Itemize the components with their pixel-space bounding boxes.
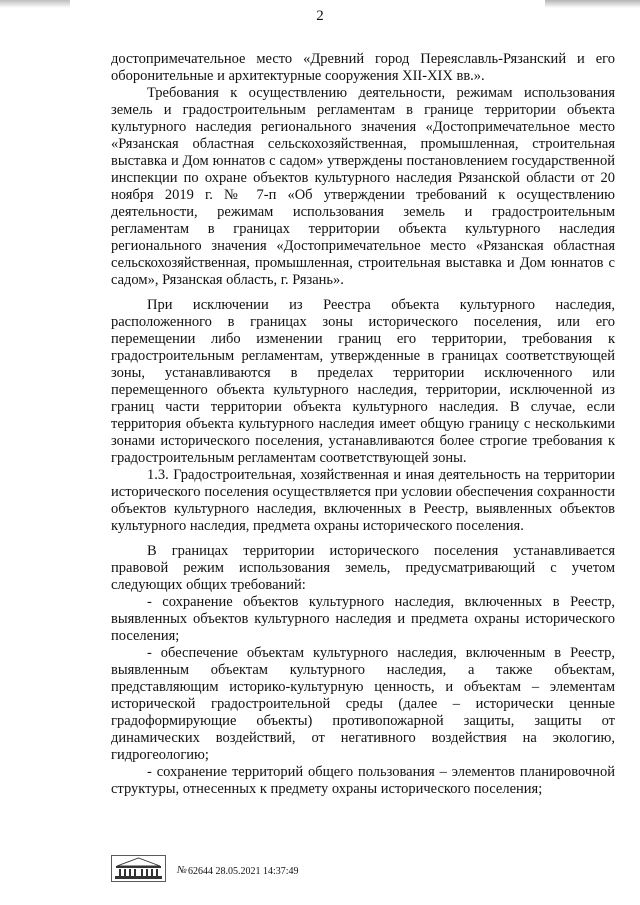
list-item-preservation: - сохранение объектов культурного наследия, включенных в Реестр, выявленных объектов культурного наследия и предмета охраны исторического поселения; bbox=[111, 594, 615, 644]
scan-artifact-right bbox=[545, 0, 640, 8]
paragraph-registry-exclusion: При исключении из Реестра объекта культурного наследия, расположенного в границах зоны исторического поселения, или его перемещении либо изменении границ его территории, требования к градостроительным регламентам, утвержденные в границах соответствующей зоны, устанавливаются в пределах территории исключенного или перемещенного объекта культурного наследия, территории, исключенной из границ части территории объекта культурного наследия. В случае, если территория объекта культурного наследия имеет общую границу с несколькими зонами исторического поселения, устанавливаются более строгие требования к градостроительным регламентам соответствующей зоны. bbox=[111, 297, 615, 466]
page-number: 2 bbox=[316, 8, 324, 24]
registration-footer bbox=[111, 855, 371, 885]
list-item-public-territories: - сохранение территорий общего пользования – элементов планировочной структуры, отнесенных к предмету охраны исторического поселения; bbox=[111, 764, 615, 797]
list-item-protection: - обеспечение объектам культурного наследия, включенным в Реестр, выявленным объектам культурного наследия, а также объектам, представляющим историко-культурную ценность, и объектам – элементам исторической градостроительной среды (далее – исторически ценные градоформирующие объекты) противопожарной защиты, защиты от динамических воздействий, от негативного воздействия на экологию, гидрогеологию; bbox=[111, 645, 615, 763]
building-emblem-icon bbox=[111, 855, 166, 882]
paragraph-requirements-approval: Требования к осуществлению деятельности, режимам использования земель и градостроительным регламентам в границе территории объекта культурного наследия регионального значения «Достопримечательное место «Рязанская областная сельскохозяйственная, промышленная, строительная выставка и Дом юннатов с садом» утверждены постановлением государственной инспекции по охране объектов культурного наследия Рязанской области от 20 ноября 2019 г. № 7-п «Об утверждении требований к осуществлению деятельности, режимам использования земель и градостроительным регламентам в границах территории объекта культурного наследия регионального значения «Достопримечательное место «Рязанская областная сельскохозяйственная, промышленная, строительная выставка и Дом юннатов с садом», Рязанская область, г. Рязань». bbox=[111, 85, 615, 288]
paragraph-section-1-3: 1.3. Градостроительная, хозяйственная и иная деятельность на территории исторического поселения осуществляется при условии обеспечения сохранности объектов культурного наследия, включенных в Реестр, выявленных объектов культурного наследия, предмета охраны исторического поселения. bbox=[111, 467, 615, 534]
document-body bbox=[111, 51, 615, 798]
paragraph-legal-regime: В границах территории исторического поселения устанавливается правовой режим использования земель, предусматривающий с учетом следующих общих требований: bbox=[111, 543, 615, 593]
registration-number-sign: № bbox=[177, 865, 187, 876]
registration-number-and-date: 62644 28.05.2021 14:37:49 bbox=[188, 866, 299, 877]
scan-artifact-left bbox=[0, 0, 70, 8]
paragraph-continuation: достопримечательное место «Древний город Переяславль-Рязанский и его оборонительные и архитектурные сооружения XII-XIX вв.». bbox=[111, 51, 615, 84]
